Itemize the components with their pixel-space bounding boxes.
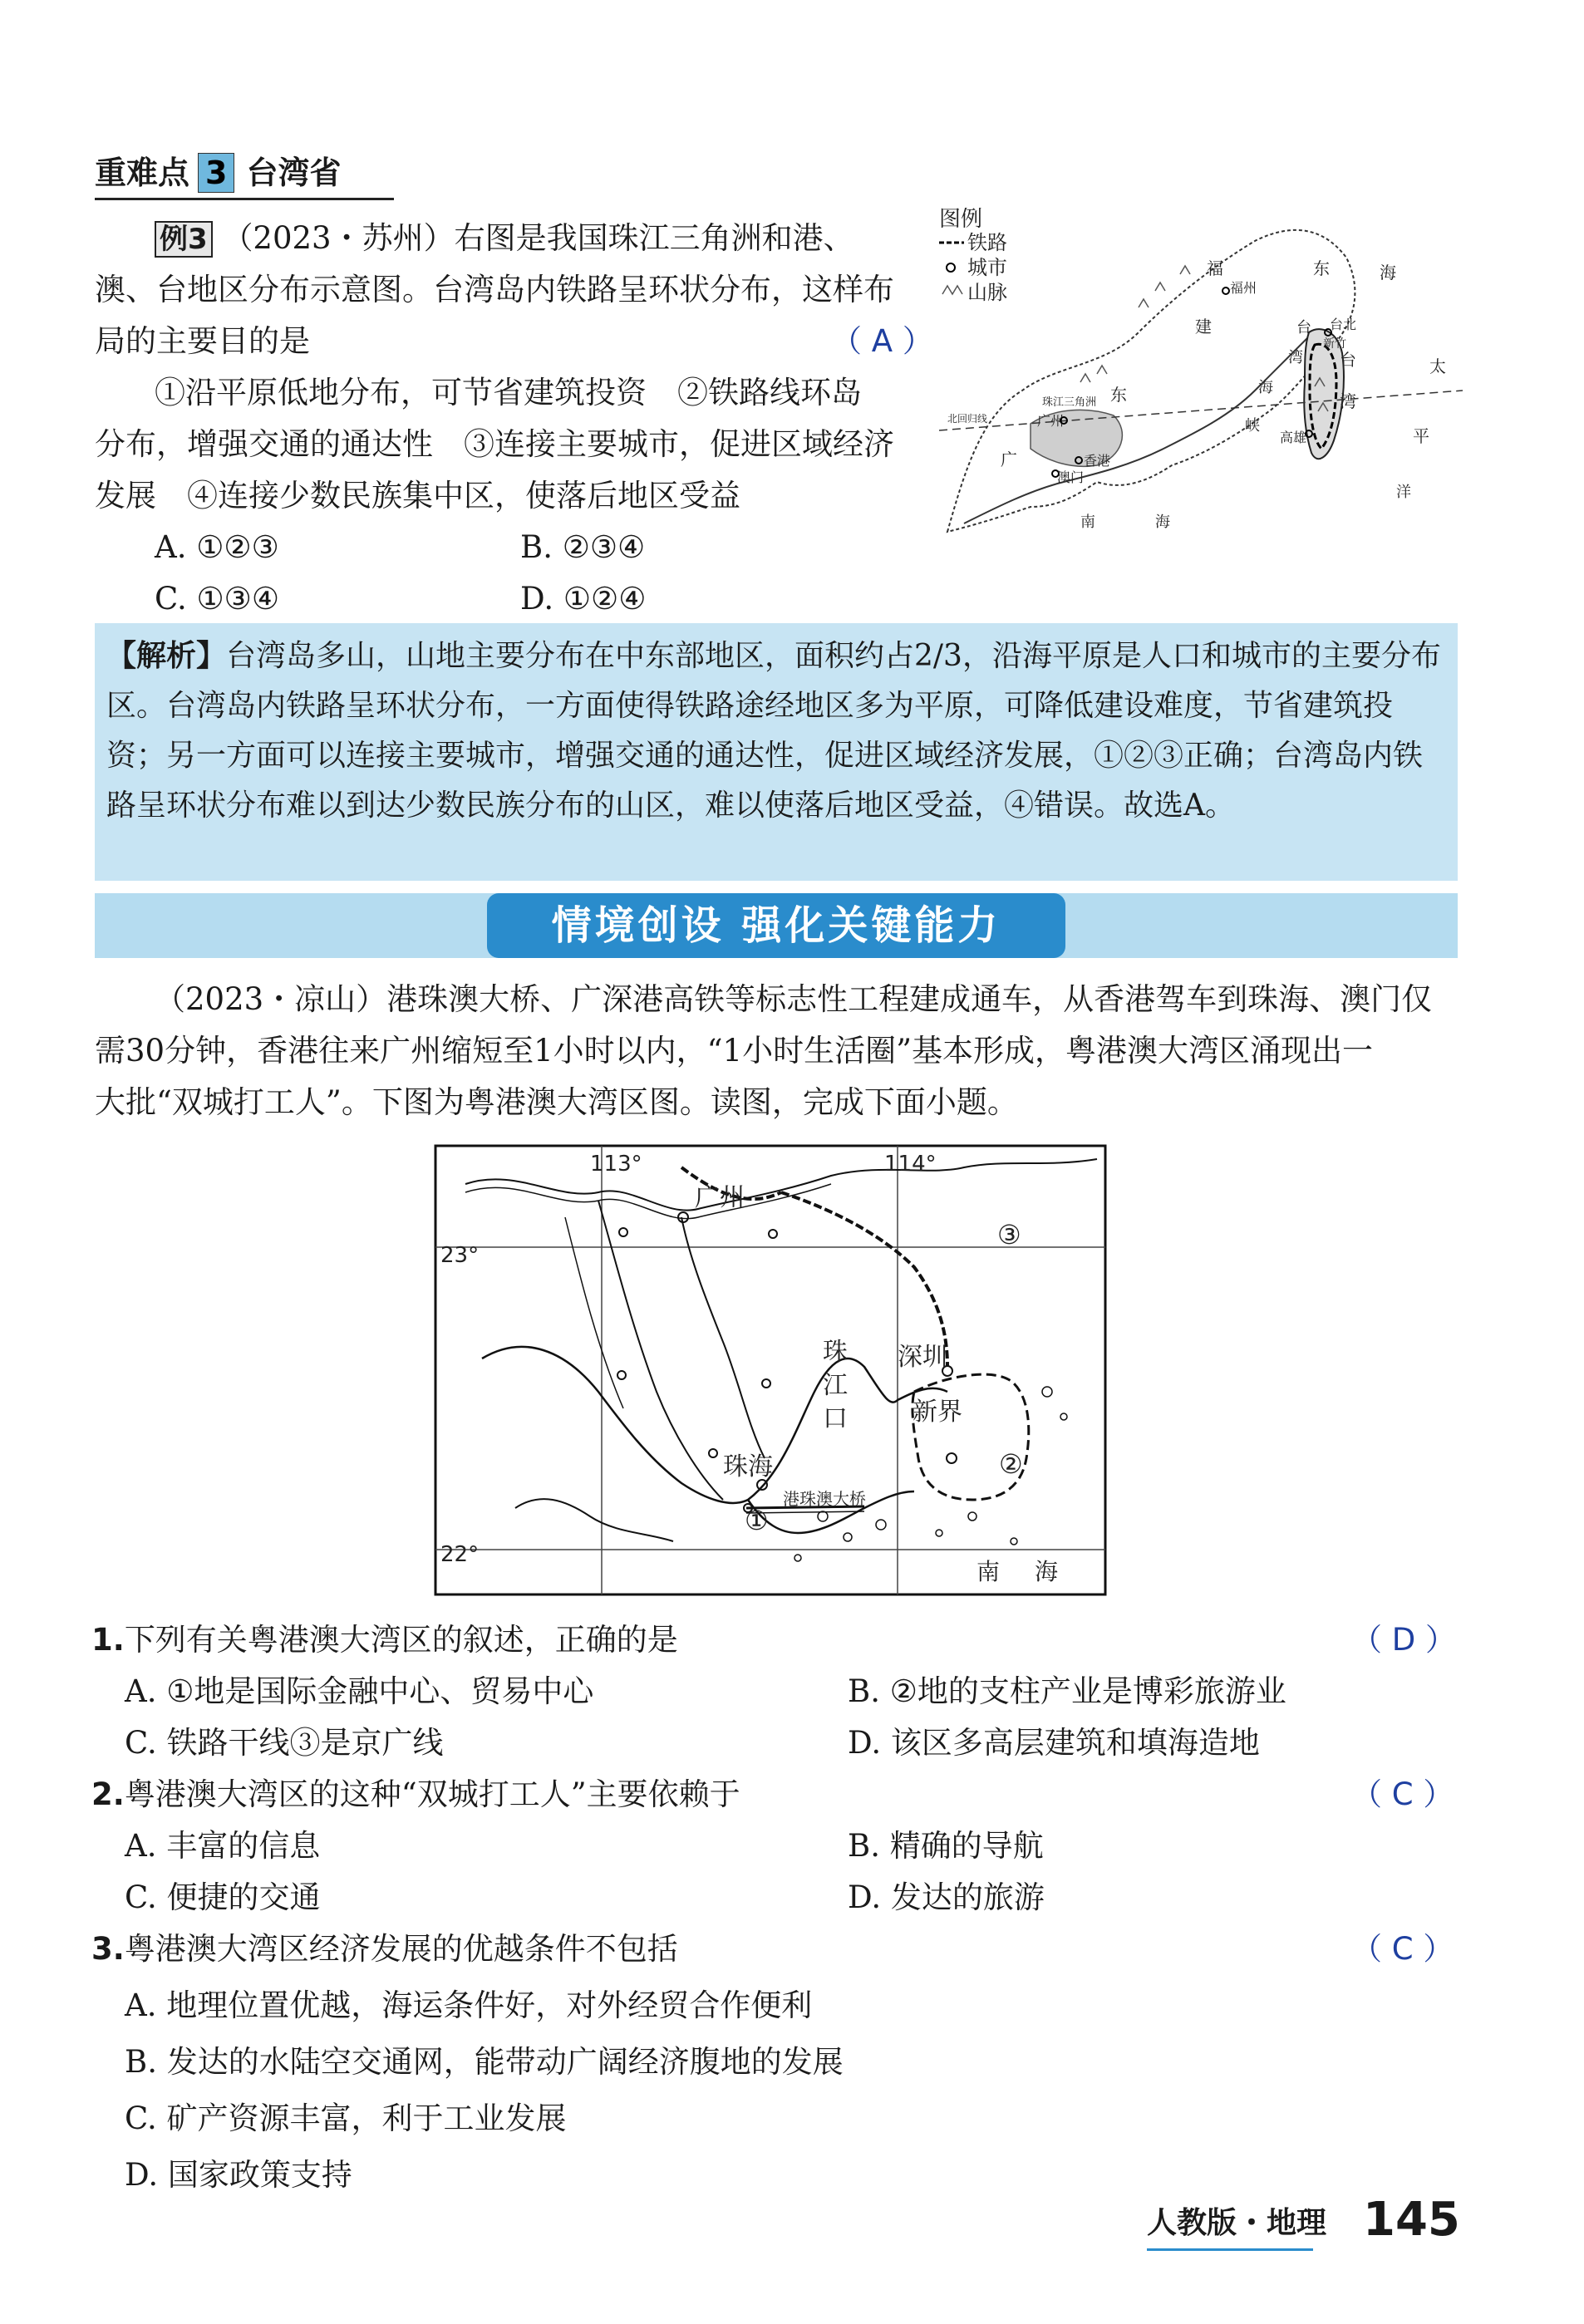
example-answer: （ A ） xyxy=(831,323,933,359)
map2-guangzhou: 广州 xyxy=(695,1183,745,1212)
map2-zhu: 珠 xyxy=(823,1338,848,1367)
example-choice-b: B. ②③④ xyxy=(520,529,646,565)
section-topic: 台湾省 xyxy=(246,155,342,191)
q3-option-b: B. 发达的水陆空交通网，能带动广阔经济腹地的发展 xyxy=(125,2044,844,2080)
explanation-tag: 【解析】 xyxy=(106,639,227,673)
passage-line1: （2023・凉山）港珠澳大桥、广深港高铁等标志性工程建成通车，从香港驾车到珠海、澳门仅 xyxy=(155,981,1433,1017)
map1-label-tropic: 北回归线 xyxy=(947,413,988,425)
question-2: 2.粤港澳大湾区的这种“双城打工人”主要依赖于 xyxy=(91,1776,740,1812)
banner-title: 情境创设 强化关键能力 xyxy=(487,893,1065,958)
q3-option-a: A. 地理位置优越，海运条件好，对外经贸合作便利 xyxy=(125,1987,813,2023)
q2-option-c: C. 便捷的交通 xyxy=(125,1879,321,1915)
map2-lat-23: 23° xyxy=(440,1243,480,1268)
q1-option-a: A. ①地是国际金融中心、贸易中心 xyxy=(125,1673,594,1709)
map1-label-taibei: 台北 xyxy=(1330,317,1357,332)
section-number-badge: 3 xyxy=(198,153,234,193)
passage-line3: 大批“双城打工人”。下图为粤港澳大湾区图。读图，完成下面小题。 xyxy=(95,1084,1018,1120)
footer-edition: 人教版・地理 xyxy=(1147,2206,1327,2240)
question-1-answer: （ D ） xyxy=(1351,1622,1457,1658)
section-header-label: 重难点 xyxy=(95,155,190,191)
q2-option-b: B. 精确的导航 xyxy=(848,1828,1044,1864)
map1-label-tai1: 台 xyxy=(1296,319,1311,337)
question-1: 1.下列有关粤港澳大湾区的叙述，正确的是 xyxy=(91,1622,678,1658)
map1-label-yang: 洋 xyxy=(1396,484,1411,501)
map2-lat-22: 22° xyxy=(440,1542,480,1567)
explanation-text: 台湾岛多山，山地主要分布在中东部地区，面积约占2/3，沿海平原是人口和城市的主要分布区。台湾岛内铁路呈环状分布，一方面使得铁路途经地区多为平原，可降低建设难度，节省建筑投资；另一方面可以连接主要城市，增强交通的通达性，促进区域经济发展，①②③正确；台湾岛内铁路呈环状分布难以到达少数民族分布的山区，难以使落后地区受益，④错误。故选A。 xyxy=(106,639,1441,823)
passage-line2: 需30分钟，香港往来广州缩短至1小时以内，“1小时生活圈”基本形成，粤港澳大湾区涌现出一 xyxy=(95,1033,1373,1069)
map1-legend-mountain: 山脉 xyxy=(967,281,1007,304)
map1-label-nan: 南 xyxy=(1080,513,1095,531)
example-choice-d: D. ①②④ xyxy=(520,581,647,617)
question-3-answer: （ C ） xyxy=(1351,1931,1454,1967)
map1-label-hai2: 海 xyxy=(1258,379,1273,396)
map1-label-xinzhu: 新竹 xyxy=(1323,337,1346,351)
map1-label-dong: 东 xyxy=(1313,258,1330,278)
example-option-line3: 发展 ④连接少数民族集中区，使落后地区受益 xyxy=(95,478,740,513)
map1-label-fu: 福 xyxy=(1207,258,1223,278)
map-greater-bay-area xyxy=(432,1142,1114,1601)
map2-kou: 口 xyxy=(823,1404,848,1433)
map2-marker-2: ② xyxy=(999,1448,1023,1480)
map1-label-hongkong: 香港 xyxy=(1084,453,1111,469)
map2-sea-hai: 海 xyxy=(1035,1558,1059,1585)
example-stem-line3: 局的主要目的是 xyxy=(95,323,310,359)
q2-option-d: D. 发达的旅游 xyxy=(848,1879,1045,1915)
example-stem-line2: 澳、台地区分布示意图。台湾岛内铁路呈环状分布，这样布 xyxy=(95,272,894,307)
map1-legend-title: 图例 xyxy=(939,208,983,232)
map2-xinjie: 新界 xyxy=(913,1398,962,1427)
map1-label-xia: 峡 xyxy=(1245,417,1260,435)
example-option-line2: 分布，增强交通的通达性 ③连接主要城市，促进区域经济 xyxy=(95,426,894,462)
example-choice-c: C. ①③④ xyxy=(155,581,280,617)
map2-lon-113: 113° xyxy=(590,1152,642,1177)
footer-underline xyxy=(1147,2248,1313,2251)
map2-bridge: 港珠澳大桥 xyxy=(783,1489,866,1509)
map2-sea-nan: 南 xyxy=(976,1558,1001,1585)
map1-label-prd: 珠江三角洲 xyxy=(1042,396,1097,409)
map1-label-wan1: 湾 xyxy=(1288,349,1303,366)
q3-option-d: D. 国家政策支持 xyxy=(125,2157,352,2193)
page-number: 145 xyxy=(1363,2193,1460,2247)
section-banner xyxy=(95,893,1458,958)
map2-zhuhai: 珠海 xyxy=(723,1452,773,1481)
section-header xyxy=(95,150,341,196)
map1-label-gaoxiong: 高雄 xyxy=(1280,430,1307,445)
question-2-answer: （ C ） xyxy=(1351,1776,1454,1812)
map2-marker-1: ① xyxy=(745,1505,769,1536)
map2-shenzhen: 深圳 xyxy=(898,1343,947,1372)
q3-option-c: C. 矿产资源丰富，利于工业发展 xyxy=(125,2100,567,2136)
map-prd-taiwan xyxy=(931,208,1463,598)
map1-label-jian: 建 xyxy=(1195,317,1212,337)
example-choice-a: A. ①②③ xyxy=(155,529,279,565)
map1-label-hai3: 海 xyxy=(1155,513,1170,531)
map2-lon-114: 114° xyxy=(884,1152,937,1177)
explanation-box xyxy=(95,623,1458,881)
map1-label-macau: 澳门 xyxy=(1057,469,1085,485)
map1-label-ping: 平 xyxy=(1413,426,1429,446)
q2-option-a: A. 丰富的信息 xyxy=(125,1828,321,1864)
map1-label-hai: 海 xyxy=(1380,263,1396,283)
map1-label-tai2: 台 xyxy=(1340,350,1356,370)
map1-label-tai3: 太 xyxy=(1429,356,1446,376)
example-tag: 例3 xyxy=(155,221,213,258)
map1-label-guangzhou: 广州 xyxy=(1037,413,1065,429)
map1-legend-railway: 铁路 xyxy=(967,231,1007,254)
map1-label-wan2: 湾 xyxy=(1340,391,1356,411)
example-option-line1: ①沿平原低地分布，可节省建筑投资 ②铁路线环岛 xyxy=(155,375,862,410)
map1-label-dong2: 东 xyxy=(1110,385,1127,405)
map2-jiang: 江 xyxy=(823,1371,848,1400)
example-stem-line1: 例3 （2023・苏州）右图是我国珠江三角洲和港、 xyxy=(155,213,936,264)
q1-option-b: B. ②地的支柱产业是博彩旅游业 xyxy=(848,1673,1286,1709)
question-3: 3.粤港澳大湾区经济发展的优越条件不包括 xyxy=(91,1931,678,1967)
map1-label-fuzhou: 福州 xyxy=(1230,280,1257,296)
q1-option-c: C. 铁路干线③是京广线 xyxy=(125,1725,444,1761)
map1-label-guang: 广 xyxy=(1001,450,1017,469)
q1-option-d: D. 该区多高层建筑和填海造地 xyxy=(848,1725,1260,1761)
header-underline xyxy=(95,198,394,200)
map2-marker-3: ③ xyxy=(997,1219,1021,1250)
map1-legend-city: 城市 xyxy=(967,256,1007,279)
